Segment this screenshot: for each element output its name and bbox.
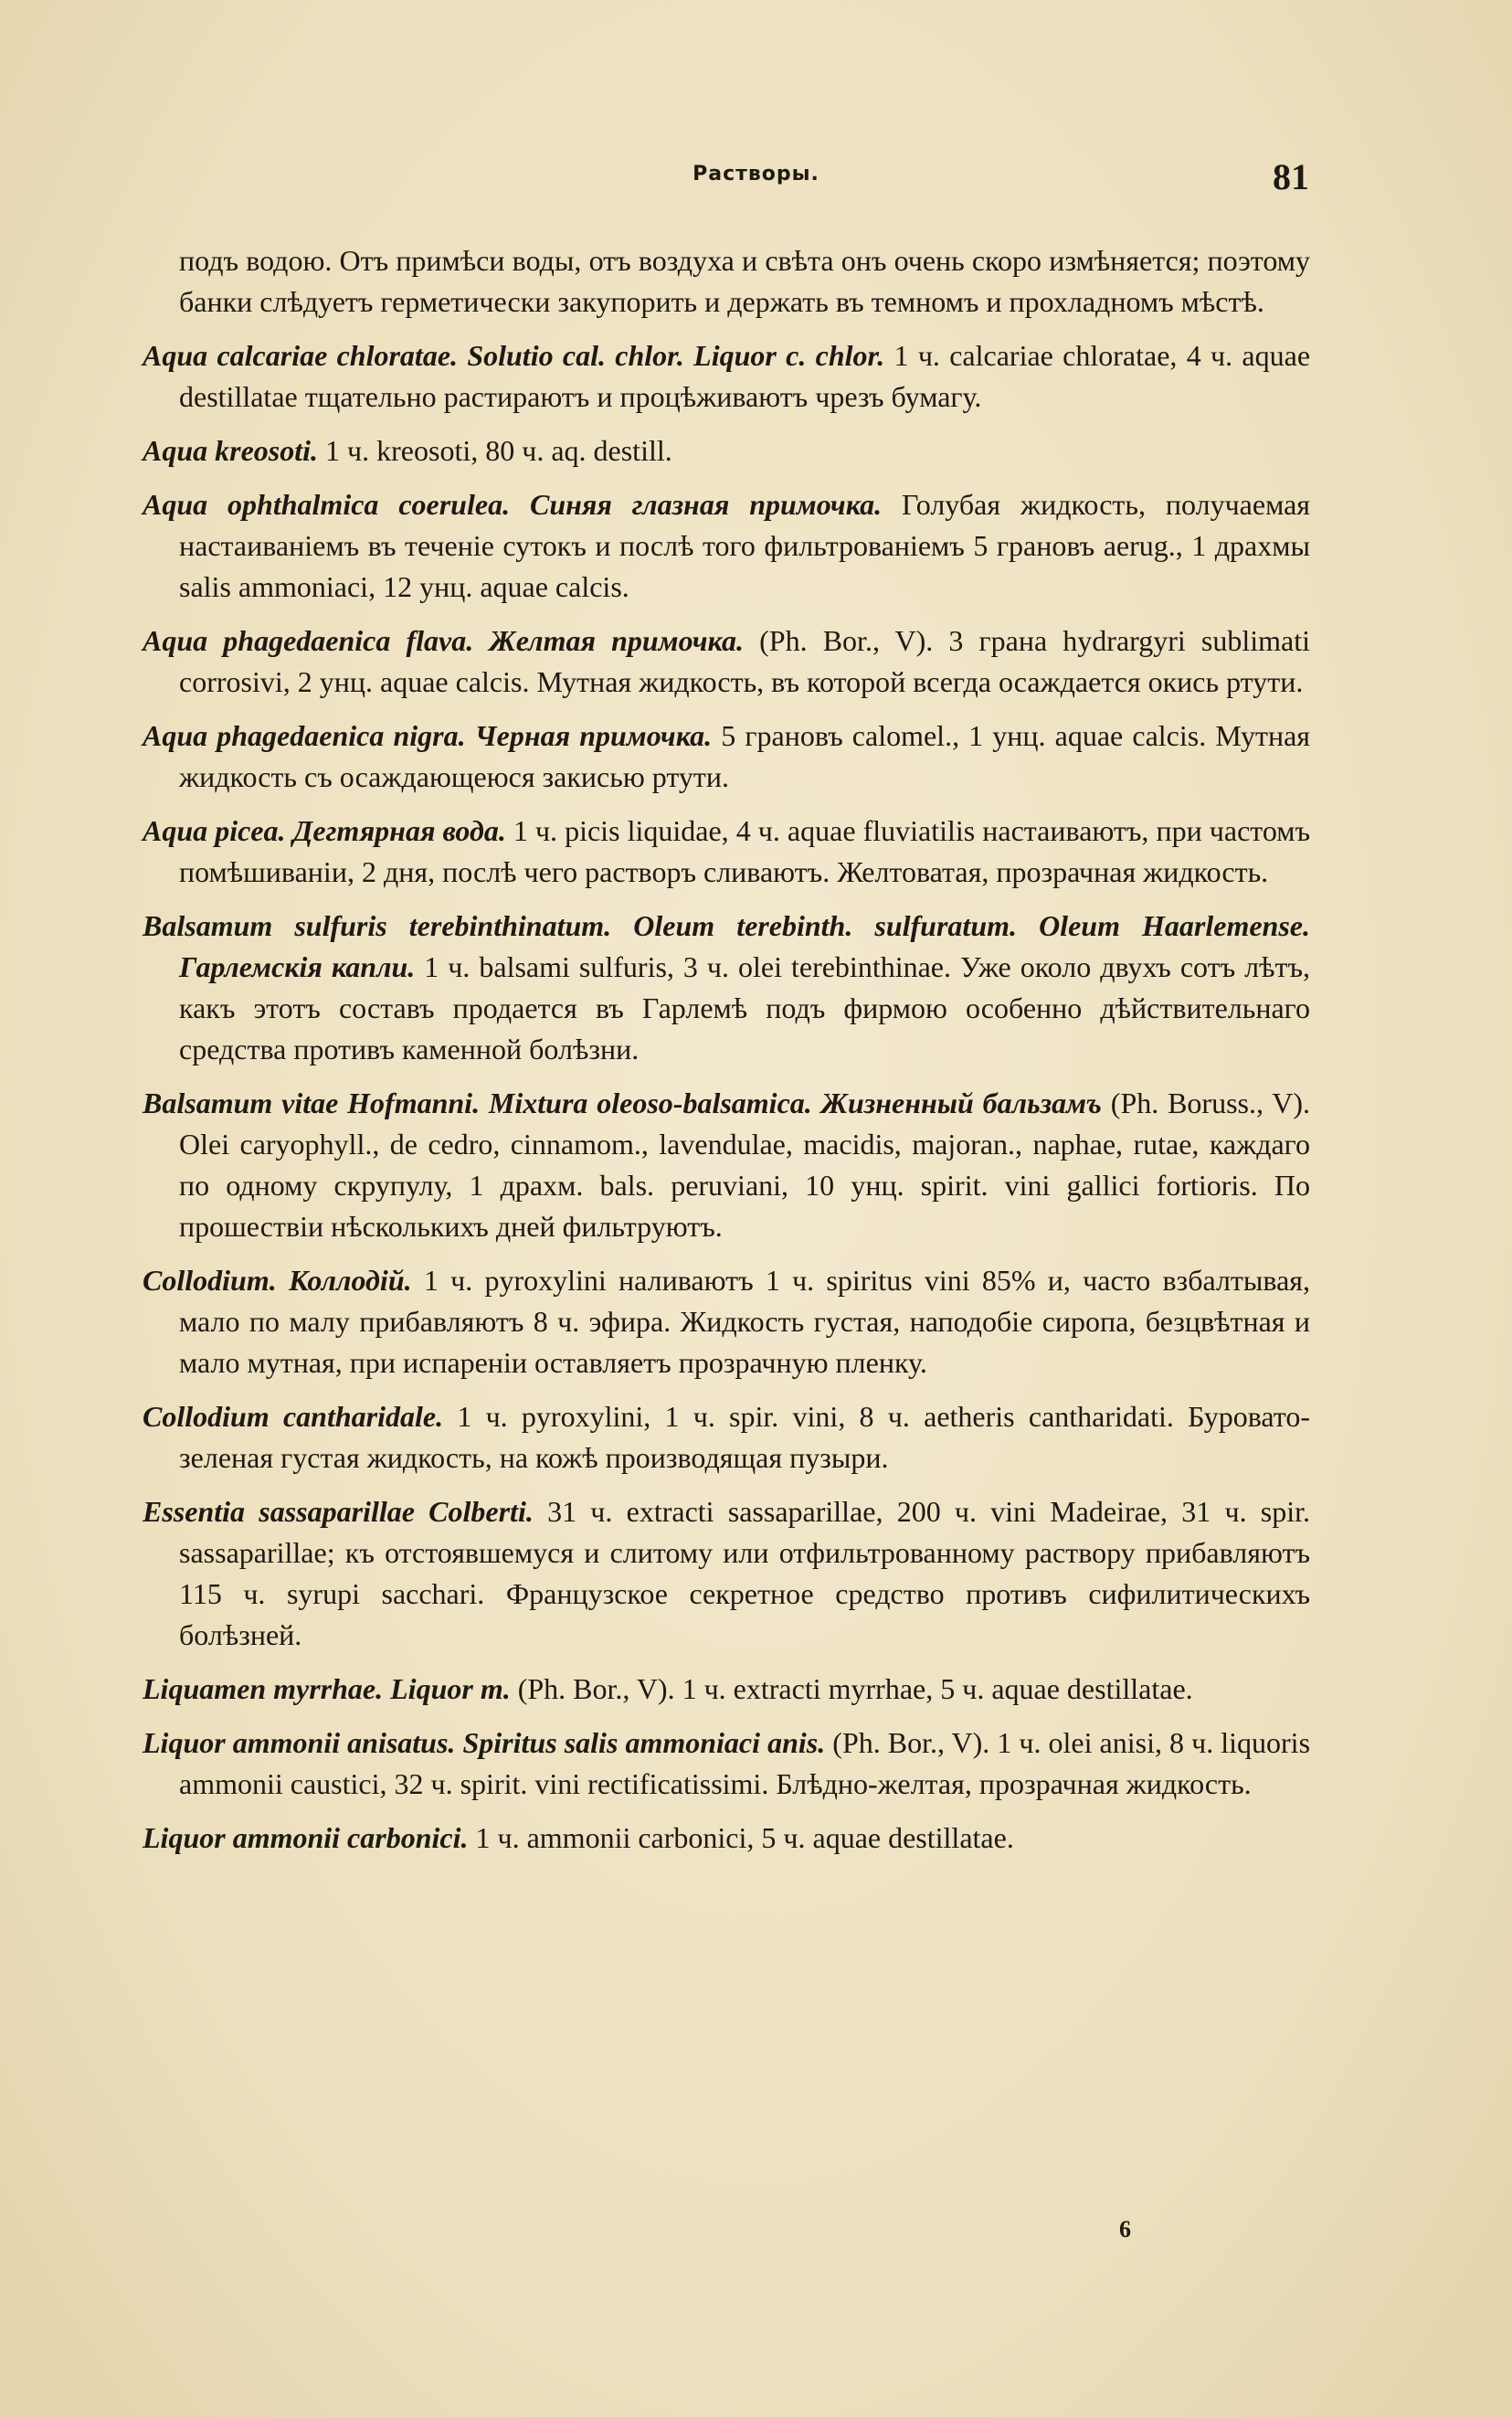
entry-heading: Balsamum vitae Hofmanni. Mixtura oleoso-balsamica. Жизненный бальзамъ: [143, 1087, 1102, 1119]
entry-heading: Essentia sassaparillae Colberti.: [143, 1495, 534, 1528]
entry-heading: Aqua ophthalmica coerulea. Синяя глазная примочка.: [143, 488, 883, 521]
entry-heading: Balsamum sulfuris terebinthinatum. Oleum terebinth. sulfuratum. Oleum Haarlemense. Гарлемскія капли.: [143, 909, 1310, 983]
signature-mark: 6: [1119, 2216, 1131, 2242]
body-text: [143, 240, 1310, 1871]
entry-heading: Aqua calcariae chloratae. Solutio cal. chlor. Liquor c. chlor.: [143, 339, 885, 372]
entry: [143, 811, 1310, 893]
entry-body: 1 ч. ammonii carbonici, 5 ч. aquae destillatae.: [475, 1821, 1014, 1854]
entry: [143, 1260, 1310, 1383]
entry: [143, 1396, 1310, 1479]
entry-body: подъ водою. Отъ примѣси воды, отъ воздуха и свѣта онъ очень скоро измѣняется; поэтому банки слѣдуетъ герметически закупорить и держать въ темномъ и прохладномъ мѣстѣ.: [179, 244, 1310, 318]
entry-body: 1 ч. kreosoti, 80 ч. aq. destill.: [325, 434, 672, 467]
entry-body: 1 ч. picis liquidae, 4 ч. aquae fluviatilis настаиваютъ, при частомъ помѣшиваніи, 2 дня, послѣ чего растворъ сливаютъ. Желтоватая, прозрачная жидкость.: [179, 814, 1311, 888]
paragraph-continuation: [143, 240, 1310, 323]
entry: [143, 1491, 1310, 1656]
running-title: Растворы.: [693, 163, 819, 186]
entry-body: (Ph. Bor., V). 1 ч. olei anisi, 8 ч. liquoris ammonii caustici, 32 ч. spirit. vini rectificatissimi. Блѣдно-желтая, прозрачная жидкость.: [179, 1726, 1311, 1800]
entry-body: Голубая жидкость, получаемая настаиваніемъ въ теченіе сутокъ и послѣ того фильтрованіемъ 5 грановъ aerug., 1 драхмы salis ammoniaci, 12 унц. aquae calcis.: [179, 488, 1311, 603]
entry-heading: Aqua phagedaenica nigra. Черная примочка.: [143, 719, 713, 752]
entry-body: (Ph. Bor., V). 1 ч. extracti myrrhae, 5 ч. aquae destillatae.: [517, 1672, 1193, 1705]
entry-body: 1 ч. pyroxylini наливаютъ 1 ч. spiritus vini 85% и, часто взбалтывая, мало по малу прибавляютъ 8 ч. эфира. Жидкость густая, наподобіе сиропа, безцвѣтная и мало мутная, при испареніи оставляетъ прозрачную пленку.: [179, 1264, 1311, 1379]
entry-heading: Collodium. Коллодій.: [143, 1264, 412, 1297]
entry-body: 1 ч. balsami sulfuris, 3 ч. olei terebinthinae. Уже около двухъ сотъ лѣтъ, какъ этотъ составъ продается въ Гарлемѣ подъ фирмою особенно дѣйствительнаго средства противъ каменной болѣзни.: [179, 950, 1311, 1065]
entry: [143, 620, 1310, 703]
entry-heading: Liquamen myrrhae. Liquor m.: [143, 1672, 511, 1705]
running-header: [0, 155, 1512, 201]
entry: [143, 484, 1310, 608]
entry-heading: Liquor ammonii anisatus. Spiritus salis ammoniaci anis.: [143, 1726, 826, 1759]
entry-body: (Ph. Boruss., V). Olei caryophyll., de cedro, cinnamom., lavendulae, macidis, majoran., naphae, rutae, каждаго по одному скрупулу, 1 драхм. bals. peruviani, 10 унц. spirit. vini gallici fortioris. По прошествіи нѣсколькихъ дней фильтруютъ.: [179, 1087, 1311, 1243]
entry: [143, 1723, 1310, 1805]
entry: [143, 1083, 1310, 1247]
entry: [143, 1669, 1310, 1710]
entry-body: 5 грановъ calomel., 1 унц. aquae calcis. Мутная жидкость съ осаждающеюся закисью ртути.: [179, 719, 1311, 793]
entry: [143, 1818, 1310, 1859]
entry-heading: Collodium cantharidale.: [143, 1400, 444, 1433]
entry-heading: Aqua phagedaenica flava. Желтая примочка.: [143, 624, 744, 657]
entry: [143, 906, 1310, 1070]
entry-body: 1 ч. calcariae chloratae, 4 ч. aquae destillatae тщательно растираютъ и процѣживаютъ чрезъ бумагу.: [179, 339, 1311, 413]
entry: [143, 716, 1310, 798]
entry-heading: Aqua kreosoti.: [143, 434, 319, 467]
entry-heading: Liquor ammonii carbonici.: [143, 1821, 469, 1854]
entry-body: 1 ч. pyroxylini, 1 ч. spir. vini, 8 ч. aetheris cantharidati. Буровато-зеленая густая жидкость, на кожѣ производящая пузыри.: [179, 1400, 1311, 1474]
entry-body: (Ph. Bor., V). 3 грана hydrargyri sublimati corrosivi, 2 унц. aquae calcis. Мутная жидкость, въ которой всегда осаждается окись ртути.: [179, 624, 1311, 698]
entry-heading: Aqua picea. Дегтярная вода.: [143, 814, 506, 847]
entry-body: 31 ч. extracti sassaparillae, 200 ч. vini Madeirae, 31 ч. spir. sassaparillae; къ отстоявшемуся и слитому или отфильтрованному раствору прибавляютъ 115 ч. syrupi sacchari. Французское секретное средство противъ сифилитическихъ болѣзней.: [179, 1495, 1311, 1651]
entry: [143, 430, 1310, 472]
entry: [143, 335, 1310, 418]
page-number: 81: [1273, 156, 1309, 197]
